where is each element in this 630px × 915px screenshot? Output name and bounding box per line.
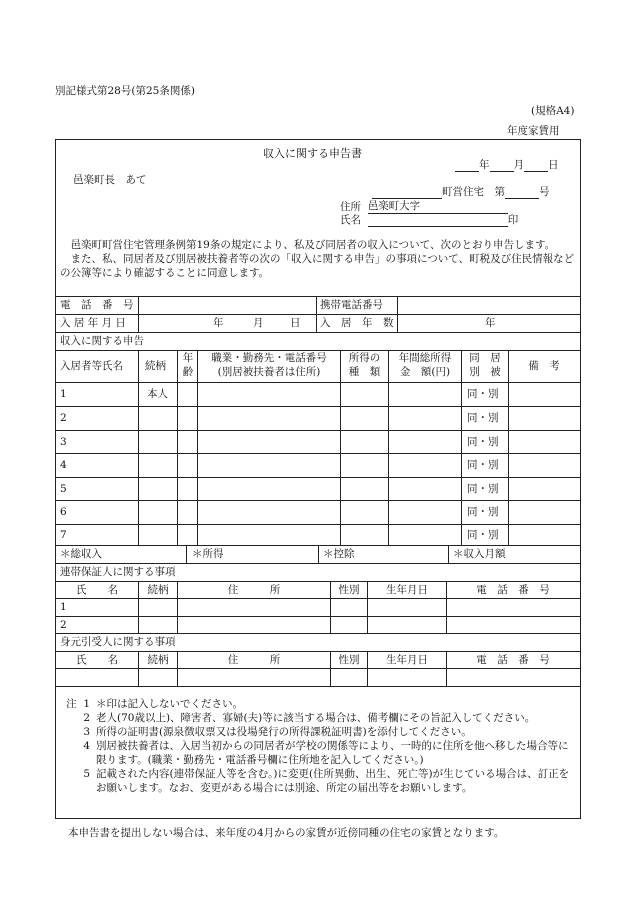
deduction-label: ＊控除 [323, 548, 355, 560]
size-note: (規格A4) [531, 105, 575, 117]
years-unit: 年 [485, 317, 496, 329]
receiver-col-name: 氏 名 [76, 654, 118, 666]
guarantor-row-number: 2 [60, 619, 67, 631]
receiver-col-sex: 性別 [338, 654, 360, 666]
col-relation: 続柄 [145, 360, 166, 372]
guarantor-col-name: 氏 名 [76, 584, 118, 596]
income-section-title: 収入に関する申告 [60, 335, 144, 347]
row-number: 1 [60, 388, 67, 400]
notes-section: 注 1 ＊印は記入しないでください。 2 老人(70歳以上)、障害者、寡婦(夫)等に該当する場合は、備考欄にその旨記入してください。 3 所得の証明書(源泉徴収票又は役場発行の所得課税証明書)を添付してください。 4 別居被扶養者は、入居当初からの同居者が学校の関係等により、一時的に住所を他へ移した場合等に限ります。(職業・勤務先・電話番号欄に住所地を記入してください。) 5 記載された内容(連帯保証人等を含む。)に変更(住所異動、出生、死亡等)が生じている場合は、訂正をお願いします。なお、変更がある場合には別途、所定の届出等をお願いします。 [66, 698, 570, 794]
address-field[interactable]: 住所 邑楽町大字 [340, 198, 508, 214]
receiver-section-title: 身元引受人に関する事項 [60, 636, 176, 648]
form-title: 収入に関する申告書 [263, 147, 362, 160]
guarantor-col-sex: 性別 [338, 584, 360, 596]
guarantor-col-relation: 続柄 [147, 584, 169, 596]
addressee: 邑楽町長 あて [73, 174, 147, 186]
move-in-date-label: 入 居 年 月 日 [60, 317, 126, 329]
col-income-amount: 年間総所得 金 額(円) [398, 352, 452, 379]
footer-note: 本申告書を提出しない場合は、来年度の4月からの家賃が近傍同種の住宅の家賃となります。 [68, 827, 505, 839]
guarantor-col-address: 住 所 [227, 584, 281, 596]
monthly-income-label: ＊収入月額 [453, 548, 506, 560]
col-age: 年 齢 [182, 352, 194, 379]
date-field[interactable]: 年 月 日 [455, 157, 559, 172]
row-cohab-option[interactable]: 同・別 [467, 483, 499, 495]
income-label: ＊所得 [192, 548, 224, 560]
guarantor-col-birth: 生年月日 [386, 584, 428, 596]
housing-number-field[interactable]: 町営住宅 第 号 [372, 184, 550, 199]
row-cohab-option[interactable]: 同・別 [467, 506, 499, 518]
row-number: 4 [60, 459, 67, 471]
row-cohab-option[interactable]: 同・別 [467, 529, 499, 541]
guarantor-col-phone: 電 話 番 号 [476, 584, 550, 596]
fiscal-year-label: 年度家賃用 [507, 125, 560, 137]
guarantor-section-title: 連帯保証人に関する事項 [60, 566, 176, 578]
receiver-col-address: 住 所 [227, 654, 281, 666]
receiver-col-birth: 生年月日 [386, 654, 428, 666]
col-income-type: 所得の 種 類 [348, 352, 381, 379]
row-cohab-option[interactable]: 同・別 [467, 436, 499, 448]
total-income-label: ＊総収入 [60, 548, 102, 560]
row-number: 3 [60, 436, 67, 448]
move-in-year: 年 [213, 317, 224, 329]
move-in-day: 日 [290, 317, 301, 329]
receiver-col-phone: 電 話 番 号 [476, 654, 550, 666]
col-remarks: 備 考 [528, 360, 560, 372]
row-cohab-option[interactable]: 同・別 [467, 388, 499, 400]
col-name: 入居者等氏名 [60, 360, 123, 372]
row-number: 2 [60, 412, 67, 424]
col-cohabitation: 同 居 別 被 [469, 352, 501, 379]
mobile-label: 携帯電話番号 [320, 299, 383, 311]
col-job: 職業・勤務先・電話番号 (別居被扶養者は住所) [211, 352, 327, 379]
row-number: 6 [60, 506, 67, 518]
row-cohab-option[interactable]: 同・別 [467, 412, 499, 424]
guarantor-row-number: 1 [60, 601, 67, 613]
form-reference: 別記様式第28号(第25条関係) [55, 85, 195, 97]
row-relation: 本人 [147, 388, 168, 400]
row-number: 5 [60, 483, 67, 495]
move-in-month: 月 [253, 317, 264, 329]
phone-label: 電 話 番 号 [60, 299, 134, 311]
intro-text: 邑楽町町営住宅管理条例第19条の規定により、私及び同居者の収入について、次のとおり申告します。 また、私、同居者及び別居被扶養者等の次の「収入に関する申告」の事項について、町税及び住民情報などの公簿等により確認することに同意します。 [60, 239, 575, 279]
receiver-col-relation: 続柄 [147, 654, 169, 666]
row-cohab-option[interactable]: 同・別 [467, 459, 499, 471]
row-number: 7 [60, 529, 67, 541]
years-label: 入 居 年 数 [320, 317, 394, 329]
name-field[interactable]: 氏名 印 [340, 214, 519, 226]
